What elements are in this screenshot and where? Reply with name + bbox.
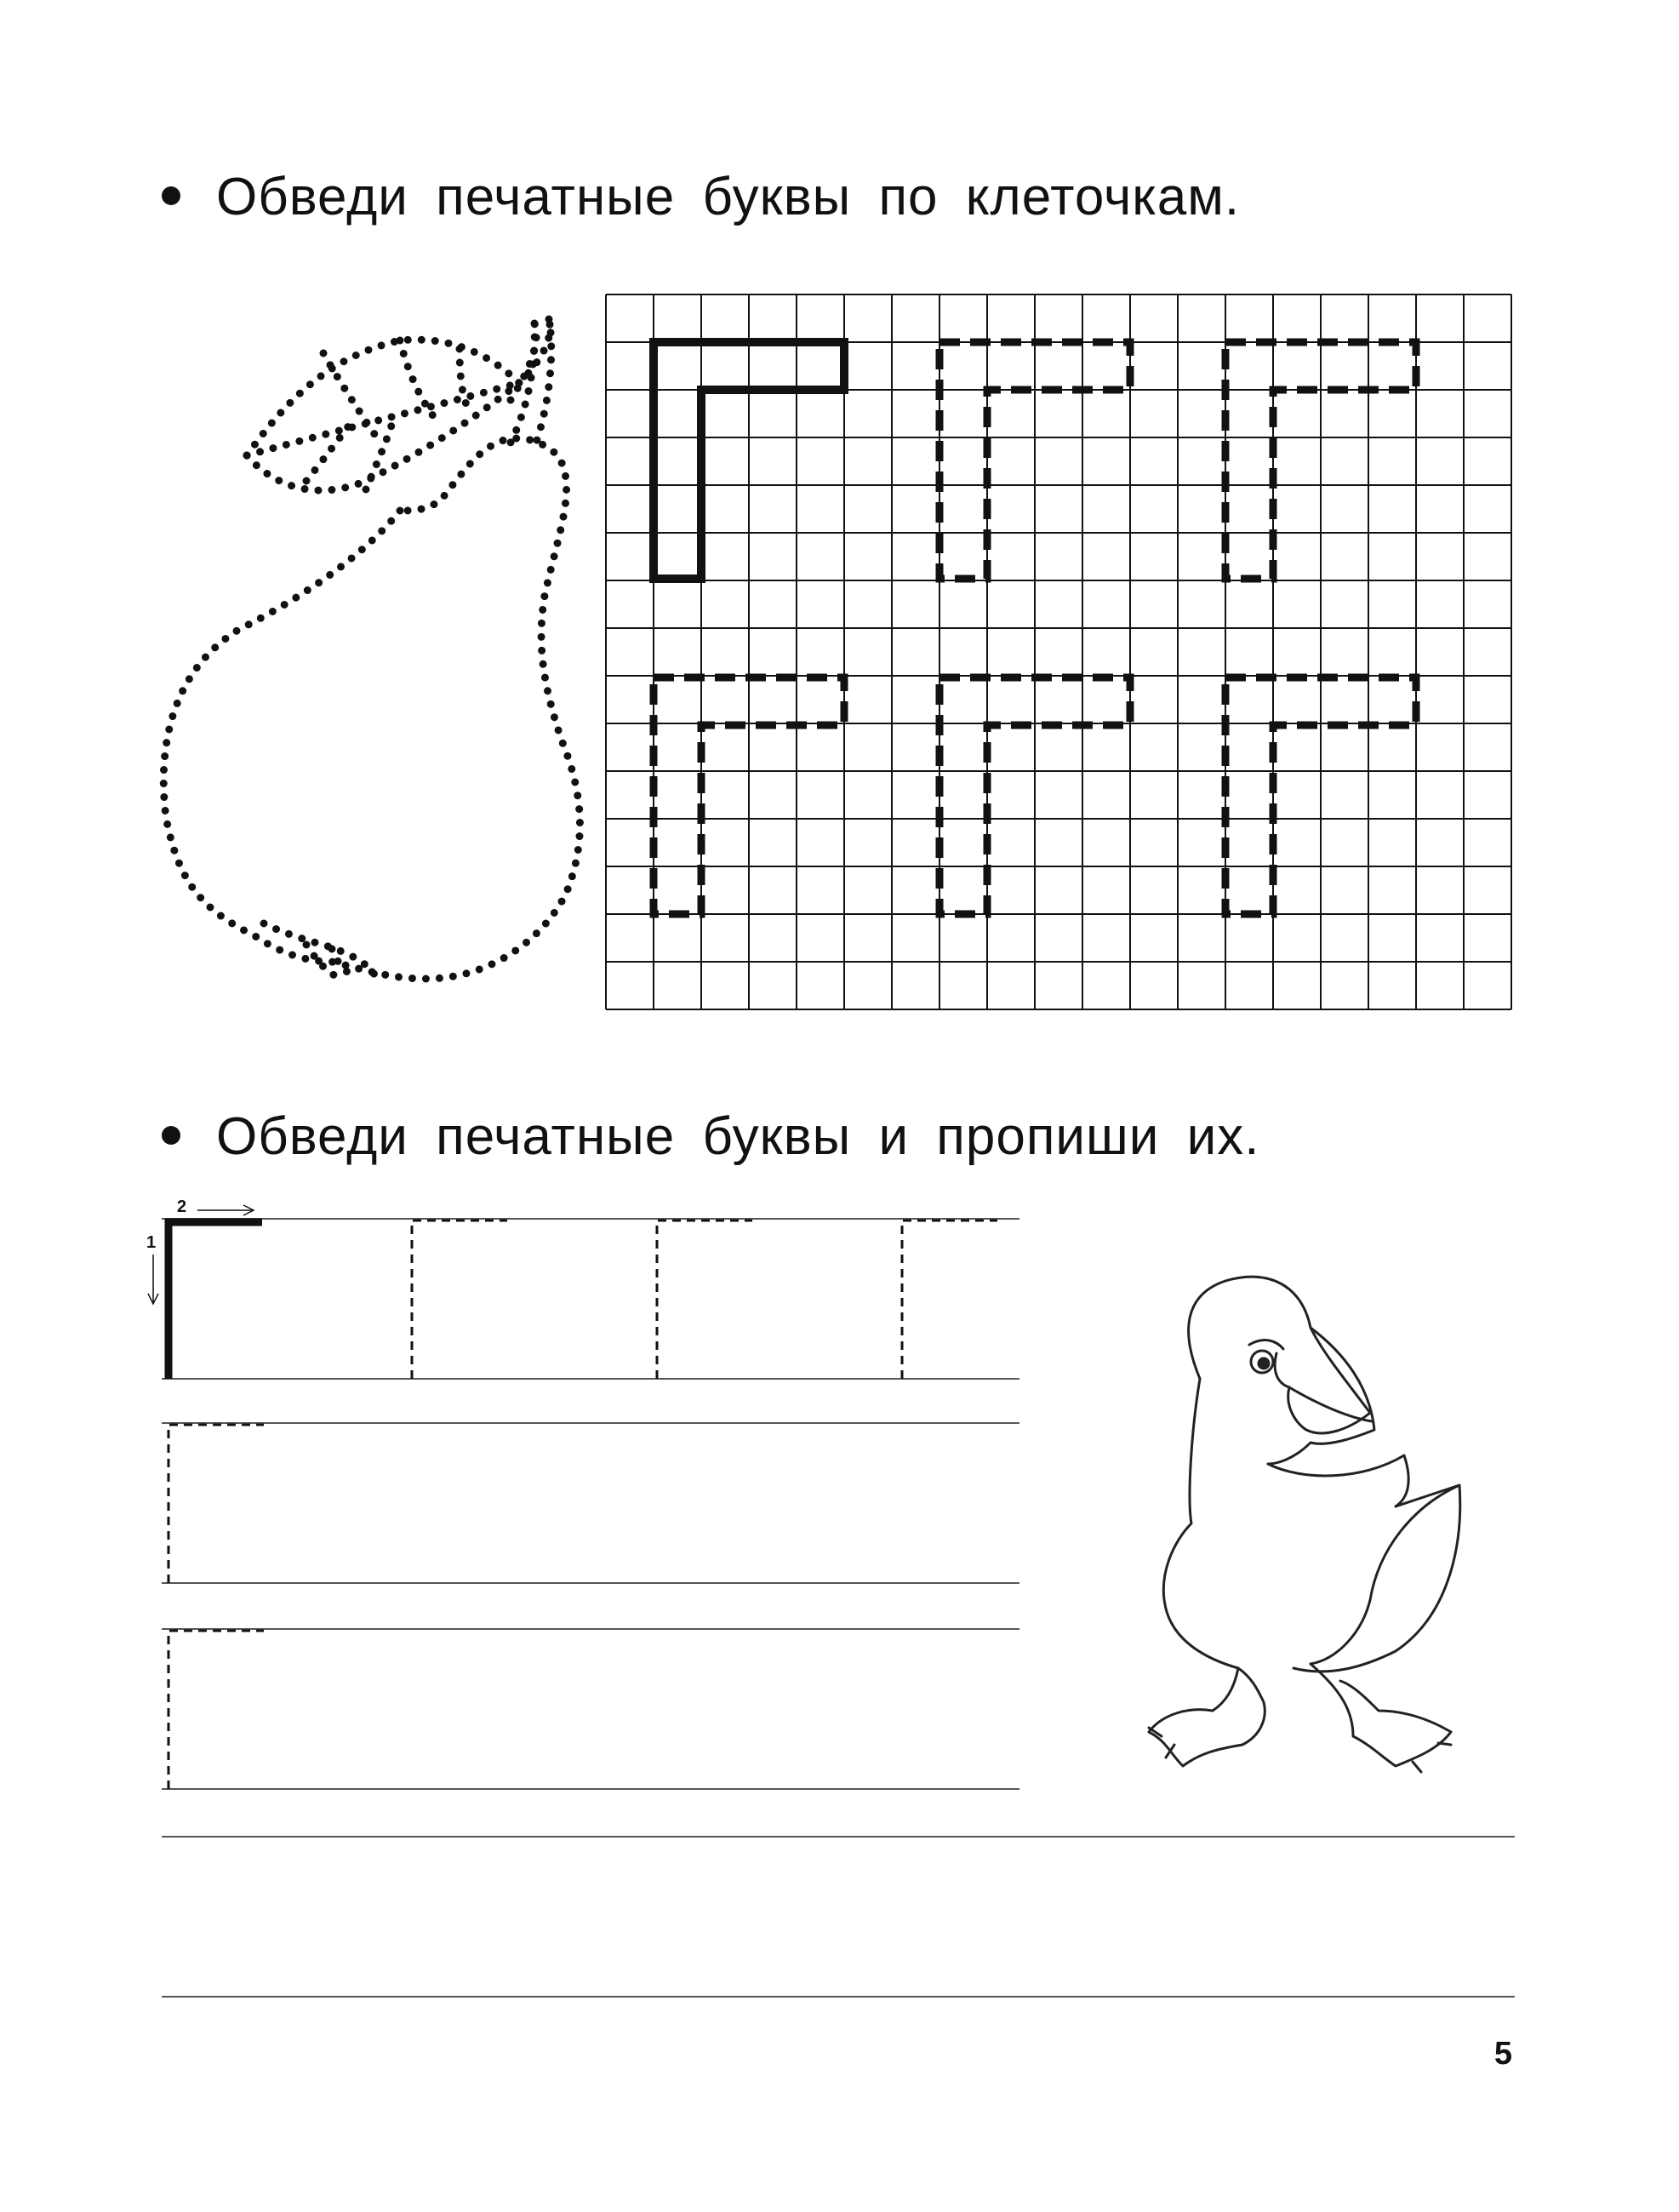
tracing-grid bbox=[606, 294, 1511, 1009]
dashed-letter-ge-line bbox=[168, 1425, 264, 1583]
task-text: Обведи печатные буквы и пропиши их. bbox=[216, 1107, 1260, 1166]
pear-dotted-outline bbox=[163, 319, 580, 979]
stroke-number-2: 2 bbox=[177, 1197, 187, 1216]
dashed-letter-ge-line bbox=[412, 1220, 507, 1379]
writing-lines bbox=[162, 1219, 1515, 1997]
dashed-letters-lines bbox=[168, 1220, 997, 1789]
stroke-number-1: 1 bbox=[146, 1233, 157, 1252]
dashed-letter-ge-line bbox=[168, 1631, 264, 1789]
sample-letter-ge-lines bbox=[165, 1219, 262, 1379]
task-text: Обведи печатные буквы по клеточкам. bbox=[216, 168, 1241, 226]
page-number: 5 bbox=[1493, 2036, 1512, 2072]
dashed-letter-ge-line bbox=[657, 1220, 752, 1379]
stroke-order-hints bbox=[146, 1197, 254, 1304]
dashed-letter-ge-line bbox=[902, 1220, 997, 1379]
duck-coloring bbox=[1149, 1277, 1460, 1772]
